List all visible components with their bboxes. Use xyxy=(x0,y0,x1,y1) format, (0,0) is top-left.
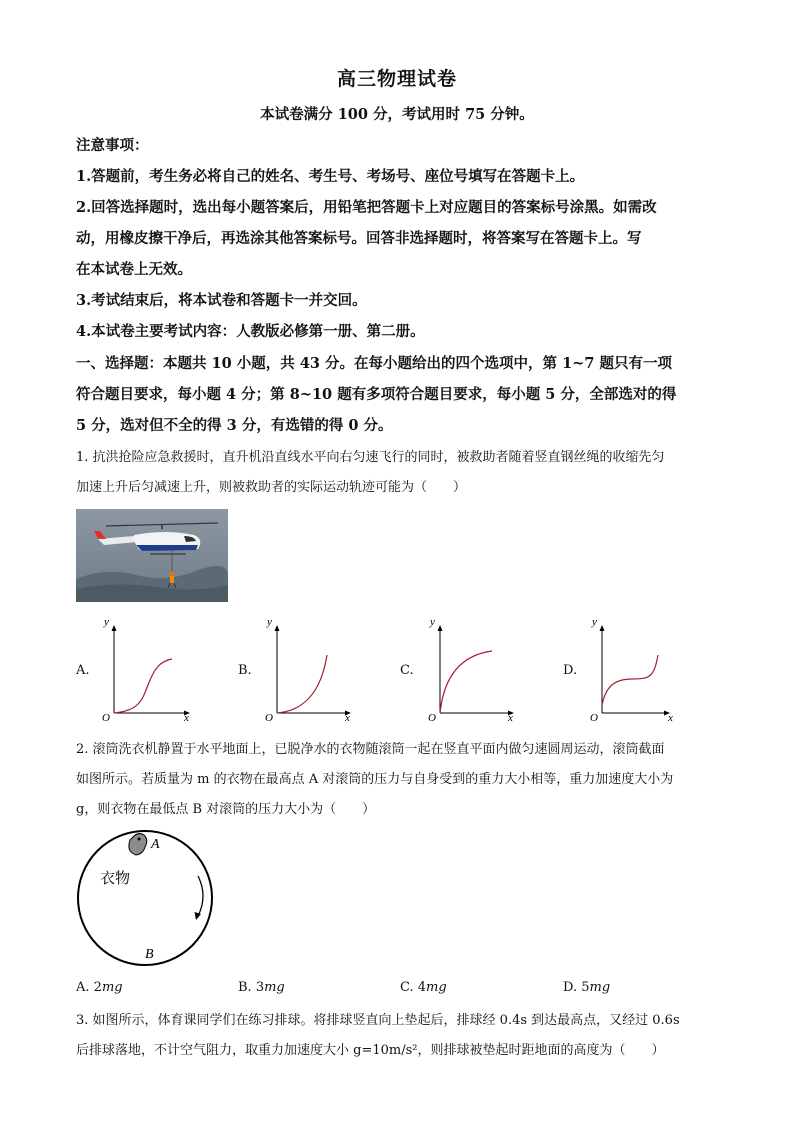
notice-4: 4.本试卷主要考试内容：人教版必修第一册、第二册。 xyxy=(76,323,425,340)
page-subtitle: 本试卷满分 100 分，考试用时 75 分钟。 xyxy=(260,106,534,123)
page-title: 高三物理试卷 xyxy=(336,68,457,90)
q1-c-x-label: x xyxy=(508,712,513,724)
q1-b-origin: O xyxy=(265,712,273,724)
q2-stem-line-3: g，则衣物在最低点 B 对滚筒的压力大小为（ ） xyxy=(76,802,376,817)
notice-header: 注意事项： xyxy=(76,137,149,154)
q2-option-b[interactable]: B. 3mg xyxy=(238,980,285,995)
q2-stem-line-2: 如图所示。若质量为 m 的衣物在最高点 A 对滚筒的压力与自身受到的重力大小相等，重力加速度大小为 xyxy=(76,772,674,787)
q1-a-origin: O xyxy=(102,712,110,724)
section-1-intro-cont-2: 5 分，选对但不全的得 3 分，有选错的得 0 分。 xyxy=(76,417,393,434)
point-b-label: B xyxy=(145,947,154,962)
section-1-intro-cont-1: 符合题目要求，每小题 4 分；第 8~10 题有多项符合题目要求，每小题 5 分，全部选对的得 xyxy=(76,386,677,403)
notice-1: 1.答题前，考生务必将自己的姓名、考生号、考场号、座位号填写在答题卡上。 xyxy=(76,168,585,185)
q2-option-a[interactable]: A. 2mg xyxy=(76,980,123,995)
clothes-label: 衣物 xyxy=(100,871,131,887)
q1-option-b-label[interactable]: B. xyxy=(238,663,252,678)
q1-a-x-label: x xyxy=(184,712,189,724)
q1-b-y-label: y xyxy=(267,616,272,628)
q1-d-origin: O xyxy=(590,712,598,724)
q1-d-x-label: x xyxy=(668,712,673,724)
q1-a-y-label: y xyxy=(104,616,109,628)
q2-stem-line-1: 2. 滚筒洗衣机静置于水平地面上，已脱净水的衣物随滚筒一起在竖直平面内做匀速圆周运动，滚筒截面 xyxy=(76,742,665,757)
helicopter-rescue-photo xyxy=(76,509,228,602)
point-a-label: A xyxy=(151,837,160,852)
q1-d-y-label: y xyxy=(592,616,597,628)
q1-option-a-label[interactable]: A. xyxy=(76,663,90,678)
q1-option-a-graph xyxy=(96,615,216,725)
q1-option-b-graph xyxy=(259,615,379,725)
notice-3: 3.考试结束后，将本试卷和答题卡一并交回。 xyxy=(76,292,367,309)
q1-option-c-label[interactable]: C. xyxy=(400,663,414,678)
q2-option-c[interactable]: C. 4mg xyxy=(400,980,447,995)
q2-option-d[interactable]: D. 5mg xyxy=(563,980,611,995)
washing-drum-diagram xyxy=(72,828,222,968)
q1-b-x-label: x xyxy=(345,712,350,724)
q1-option-c-graph xyxy=(422,615,542,725)
q1-c-y-label: y xyxy=(430,616,435,628)
q1-c-origin: O xyxy=(428,712,436,724)
q1-option-d-graph xyxy=(584,615,704,725)
q1-stem-line-1: 1. 抗洪抢险应急救援时，直升机沿直线水平向右匀速飞行的同时，被救助者随着竖直钢丝绳的收缩先匀 xyxy=(76,450,665,465)
section-1-intro: 一、选择题：本题共 10 小题，共 43 分。在每小题给出的四个选项中，第 1~7 题只有一项 xyxy=(76,355,672,372)
q3-stem-line-2: 后排球落地，不计空气阻力，取重力加速度大小 g=10m/s²，则排球被垫起时距地面的高度为（ ） xyxy=(76,1043,665,1058)
notice-2: 2.回答选择题时，选出每小题答案后，用铅笔把答题卡上对应题目的答案标号涂黑。如需改 xyxy=(76,199,657,216)
q3-stem-line-1: 3. 如图所示，体育课同学们在练习排球。将排球竖直向上垫起后，排球经 0.4s 到达最高点，又经过 0.6s xyxy=(76,1013,680,1028)
q1-option-d-label[interactable]: D. xyxy=(563,663,578,678)
notice-2-cont-1: 动，用橡皮擦干净后，再选涂其他答案标号。回答非选择题时，将答案写在答题卡上。写 xyxy=(76,230,642,247)
notice-2-cont-2: 在本试卷上无效。 xyxy=(76,261,192,278)
q1-stem-line-2: 加速上升后匀减速上升，则被救助者的实际运动轨迹可能为（ ） xyxy=(76,480,467,495)
